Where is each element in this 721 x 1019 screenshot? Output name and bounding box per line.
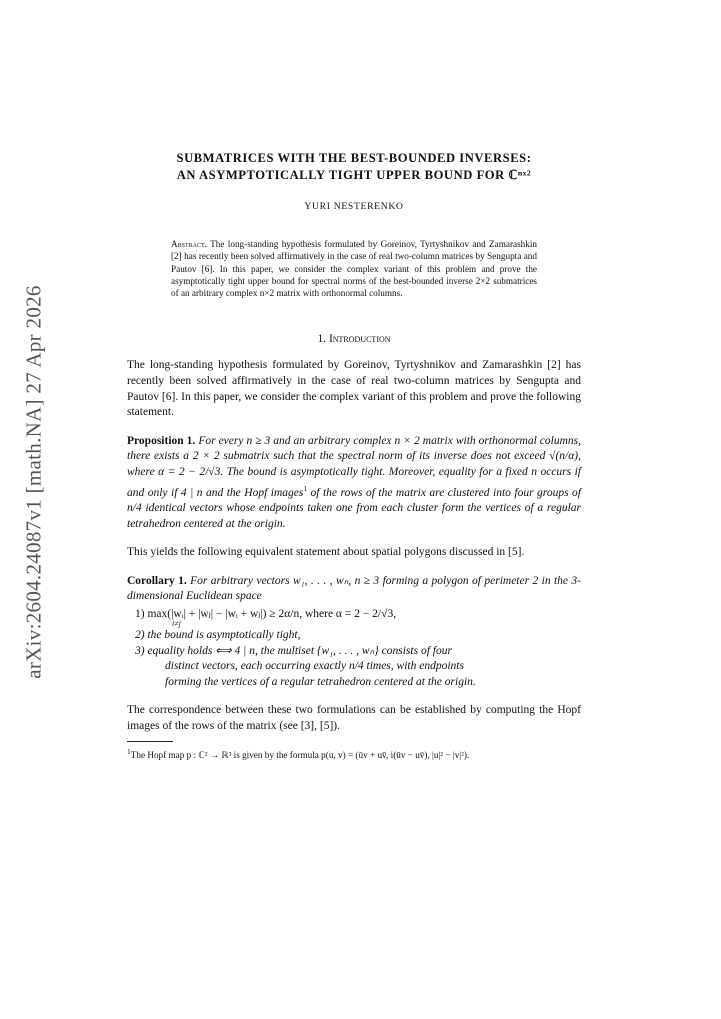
list-item-3-cont-1: distinct vectors, each occurring exactly n/4 times, with endpoints <box>165 660 464 673</box>
corollary-body: For arbitrary vectors w₁, . . . , wₙ, n ≥ 3 forming a polygon of perimeter 2 in the 3-dimensional Euclidean space <box>127 574 582 603</box>
title-line-2: AN ASYMPTOTICALLY TIGHT UPPER BOUND FOR ℂⁿˣ² <box>176 168 532 182</box>
list-item-1 <box>127 607 581 628</box>
list-item-3: 3) equality holds ⟺ 4 | n, the multiset {w₁, . . . , wₙ} consists of four <box>135 644 452 657</box>
title-line-1: SUBMATRICES WITH THE BEST-BOUNDED INVERSES: <box>176 151 532 165</box>
footnote-text: The Hopf map p : ℂ² → ℝ³ is given by the formula p(u, v) = (ūv + uv̄, i(ūv − uv̄), |u|² − |v|²). <box>130 749 470 760</box>
proposition-heading: Proposition 1. <box>127 434 196 447</box>
abstract <box>171 238 537 299</box>
list-item-1-subscript: i≠j <box>172 619 181 629</box>
list-item-2: 2) the bound is asymptotically tight, <box>135 629 301 642</box>
arxiv-id-text: arXiv:2604.24087v1 [math.NA] 27 Apr 2026 <box>21 285 46 679</box>
abstract-body: The long-standing hypothesis formulated by Goreinov, Tyrtyshnikov and Zamarashkin [2] has recently been solved affirmatively in the case of real two-column matrices by Sengupta and Pautov [6]. In this paper, we consider the complex variant of this problem and prove the asymptotically tight upper bound for spectral norms of the best-bounded inverse 2×2 submatrices of an arbitrary complex n×2 matrix with orthonormal columns. <box>171 239 537 299</box>
author: YURI NESTERENKO <box>304 201 404 212</box>
footnote-number: 1 <box>127 746 131 756</box>
section-number: 1. <box>317 333 327 346</box>
proposition-body-a: For every n ≥ 3 and an arbitrary complex n × 2 matrix with orthonormal columns, there exists a 2 × 2 submatrix such that the spectral norm of its inverse does not exceed √(n/α), where α = 2 − 2/√3. The bound is asymptotically tight. Moreover, equality for a fixed n occurs if and only if 4 | n and the Hopf images <box>127 434 582 499</box>
abstract-heading: Abstract. <box>171 239 207 249</box>
proposition <box>127 434 581 532</box>
footnote-rule <box>127 741 173 742</box>
arxiv-identifier <box>14 282 54 682</box>
list-item-3-cont-2: forming the vertices of a regular tetrahedron centered at the origin. <box>165 675 476 688</box>
footnote-marker: 1 <box>303 483 308 493</box>
section-heading <box>127 333 581 345</box>
section-title: Introduction <box>328 333 391 346</box>
correspondence-paragraph: The correspondence between these two formulations can be established by computing the Hopf images of the rows of the matrix (see [3], [5]). <box>127 704 581 732</box>
paper-title <box>127 150 581 184</box>
footnote <box>127 746 581 761</box>
corollary-heading: Corollary 1. <box>127 574 187 587</box>
proposition-body-b: of the rows of the matrix are clustered into four groups of n/4 identical vectors whose endpoints taken one from each cluster form the vertices of a regular tetrahedron centered at the origin. <box>127 486 581 530</box>
yields-paragraph: This yields the following equivalent statement about spatial polygons discussed in [5]. <box>127 546 525 559</box>
corollary <box>127 574 581 605</box>
paper-page <box>127 150 581 761</box>
list-item-1-text: 1) max(|wᵢ| + |wⱼ| − |wᵢ + wⱼ|) ≥ 2α/n, where α = 2 − 2/√3, <box>135 608 397 621</box>
intro-paragraph: The long-standing hypothesis formulated by Goreinov, Tyrtyshnikov and Zamarashkin [2] has recently been solved affirmatively in the case of real two-column matrices by Sengupta and Pautov [6]. In this paper, we consider the complex variant of this problem and prove the following statement. <box>127 359 581 419</box>
corollary-list <box>127 607 581 690</box>
